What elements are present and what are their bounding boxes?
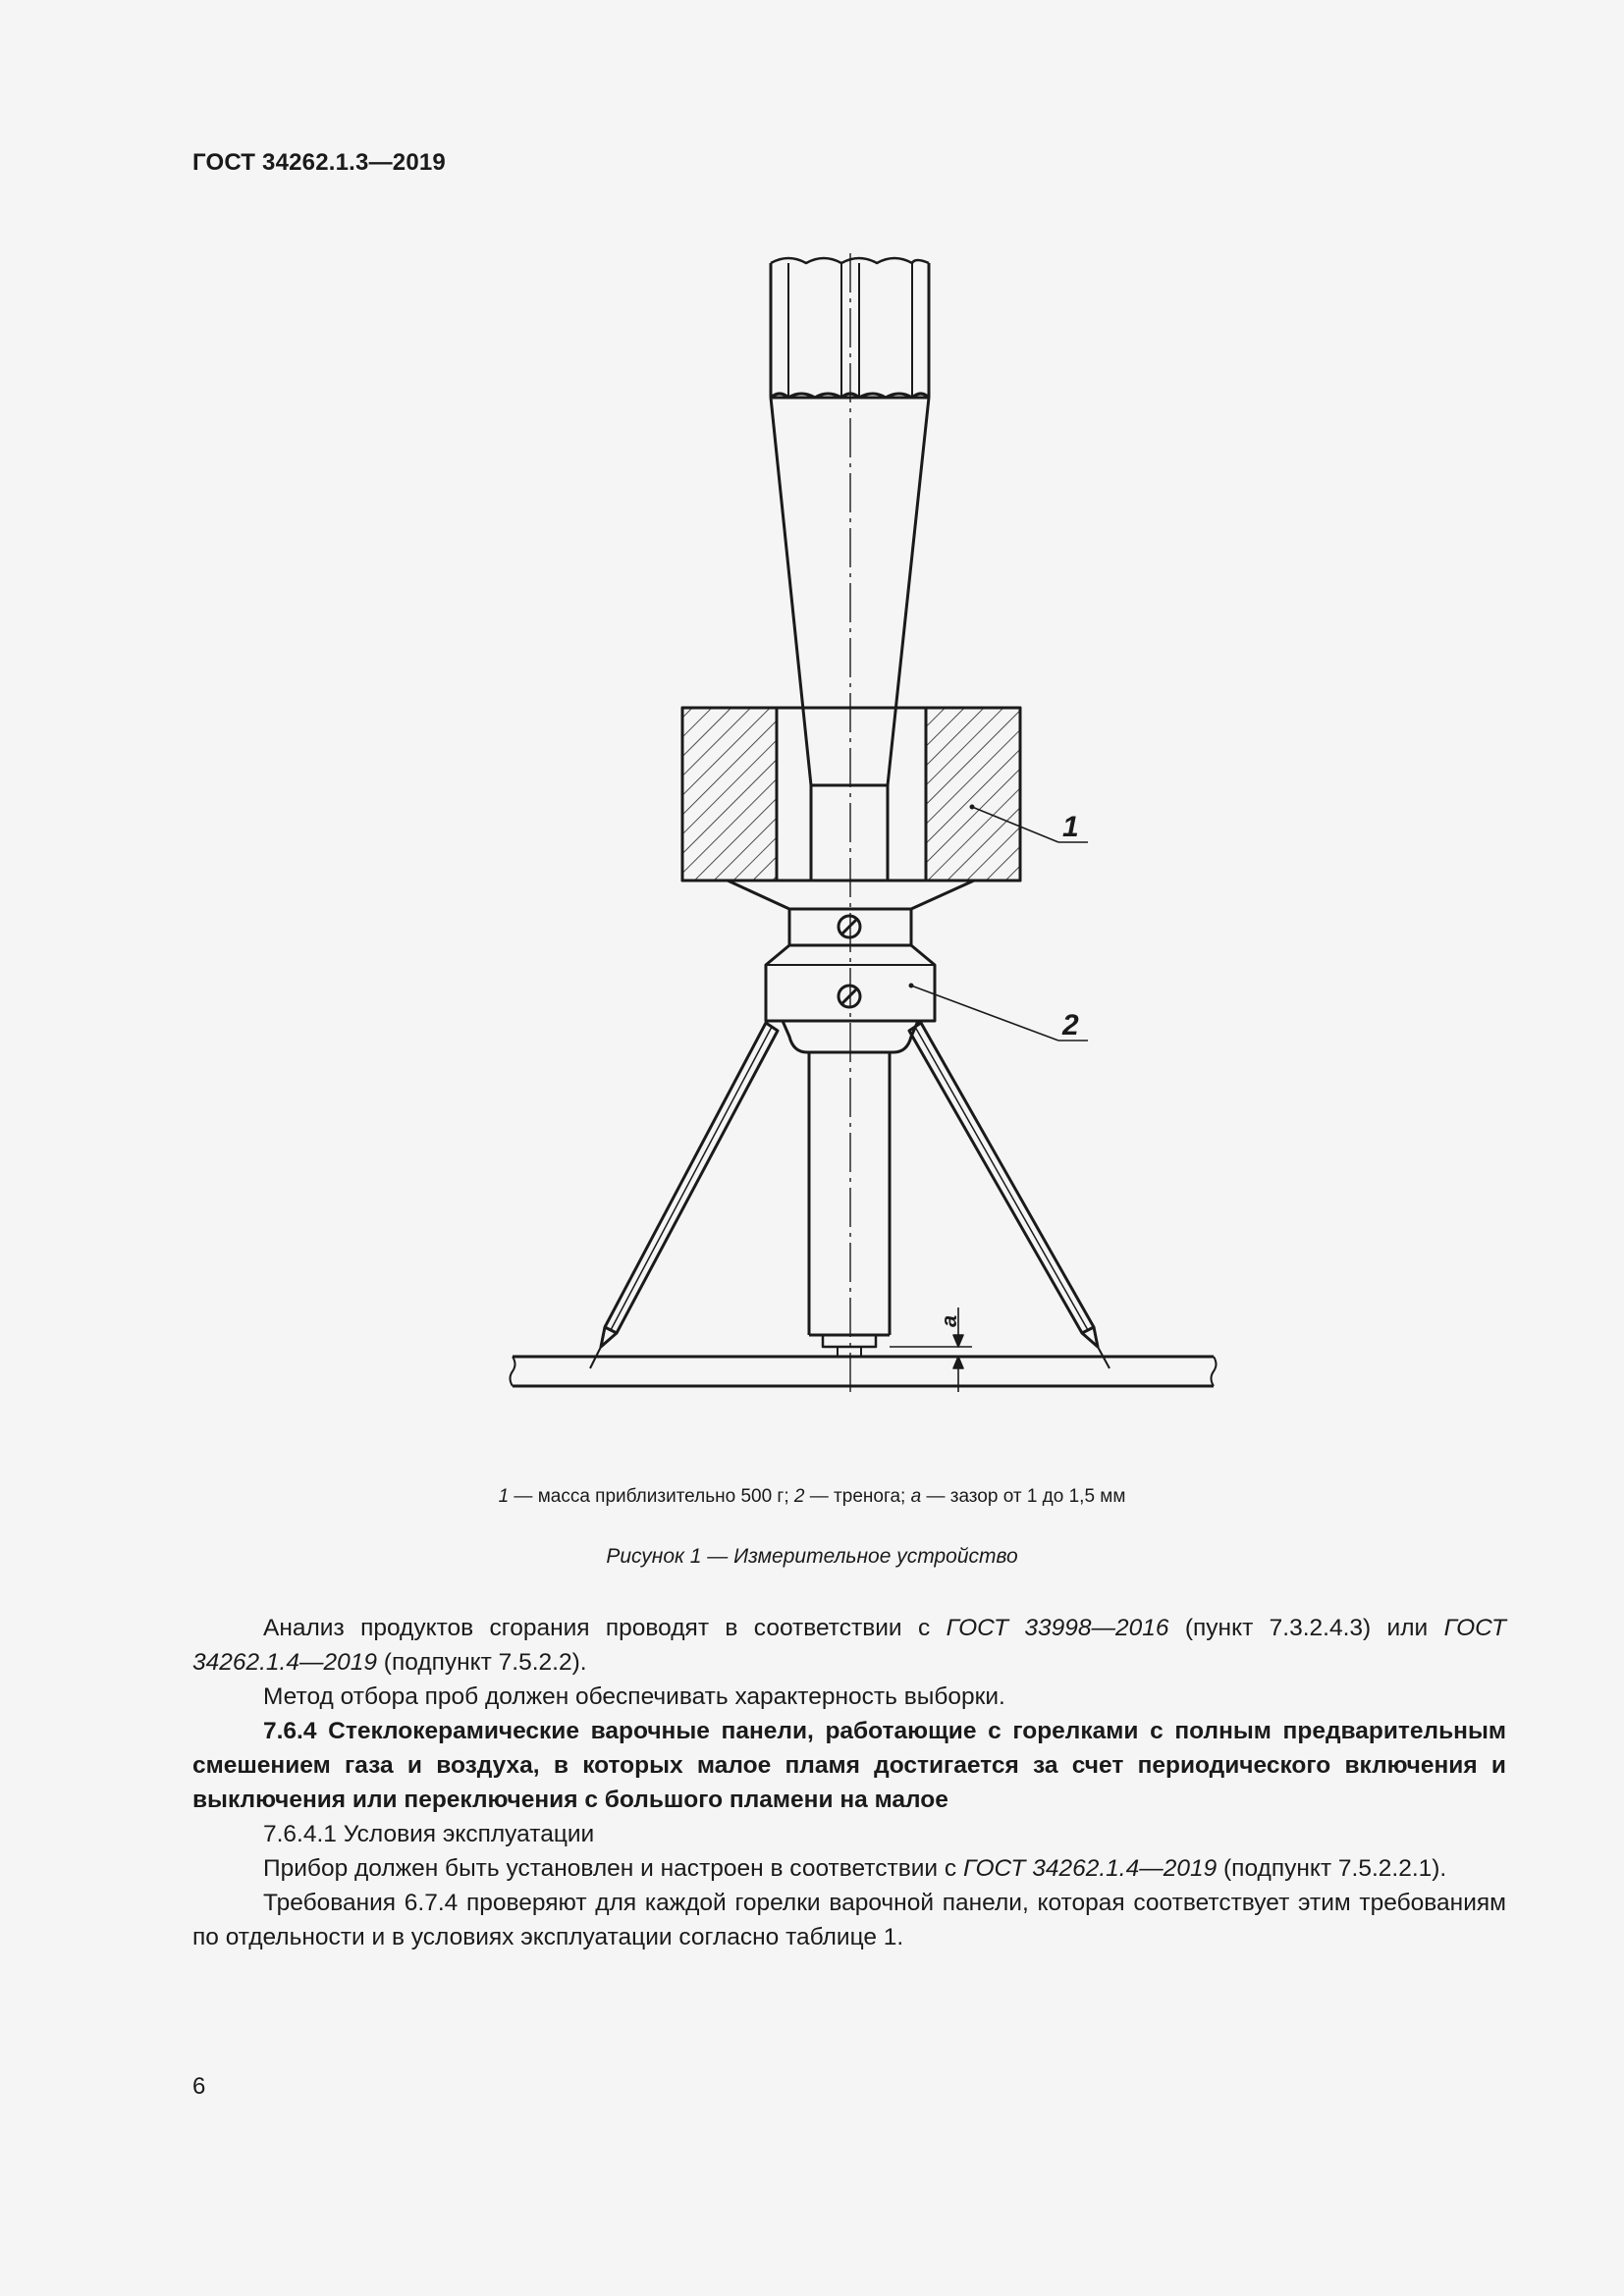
tripod-leg-left bbox=[590, 1023, 778, 1368]
document-header: ГОСТ 34262.1.3—2019 bbox=[192, 149, 446, 176]
body-text bbox=[192, 1611, 1506, 1954]
callout-2: 2 bbox=[1062, 1009, 1079, 1041]
paragraph: Требования 6.7.4 проверяют для каждой горелки варочной панели, которая соответствует этим требованиям по отдельности и в условиях эксплуатации согласно таблице 1. bbox=[192, 1890, 1506, 1950]
weight-block bbox=[682, 708, 1020, 881]
paragraph: Метод отбора проб должен обеспечивать характерность выборки. bbox=[263, 1683, 1005, 1710]
standard-reference: ГОСТ 34262.1.4—2019 bbox=[962, 1855, 1218, 1882]
page-number: 6 bbox=[192, 2073, 206, 2100]
standard-reference: ГОСТ 34262.1.4—2019 bbox=[192, 1615, 1506, 1676]
paragraph: Прибор должен быть установлен и настроен в соответствии с ГОСТ 34262.1.4—2019 (подпункт 7.5.2.2.1). bbox=[263, 1855, 1447, 1882]
standard-reference: ГОСТ 33998—2016 bbox=[946, 1615, 1169, 1641]
glass-plate bbox=[511, 1357, 1217, 1386]
gap-label: a bbox=[937, 1314, 961, 1327]
callout-1: 1 bbox=[1062, 811, 1079, 843]
figure-legend: 1 — масса приблизительно 500 г; 2 — тренога; а — зазор от 1 до 1,5 мм bbox=[498, 1486, 1126, 1507]
figure-caption: Рисунок 1 — Измерительное устройство bbox=[606, 1545, 1018, 1568]
subsection-heading: 7.6.4.1 Условия эксплуатации bbox=[263, 1821, 595, 1847]
section-heading: 7.6.4 Стеклокерамические варочные панели, работающие с горелками с полным предварительным смешением газа и воздуха, в которых малое пламя достигается за счет периодического включения и выключения или переключения с большого пламени на малое bbox=[192, 1718, 1506, 1813]
central-post bbox=[809, 1052, 890, 1357]
paragraph: Анализ продуктов сгорания проводят в соответствии с ГОСТ 33998—2016 (пункт 7.3.2.4.3) или ГОСТ 34262.1.4—2019 (подпункт 7.5.2.2). bbox=[192, 1615, 1506, 1676]
